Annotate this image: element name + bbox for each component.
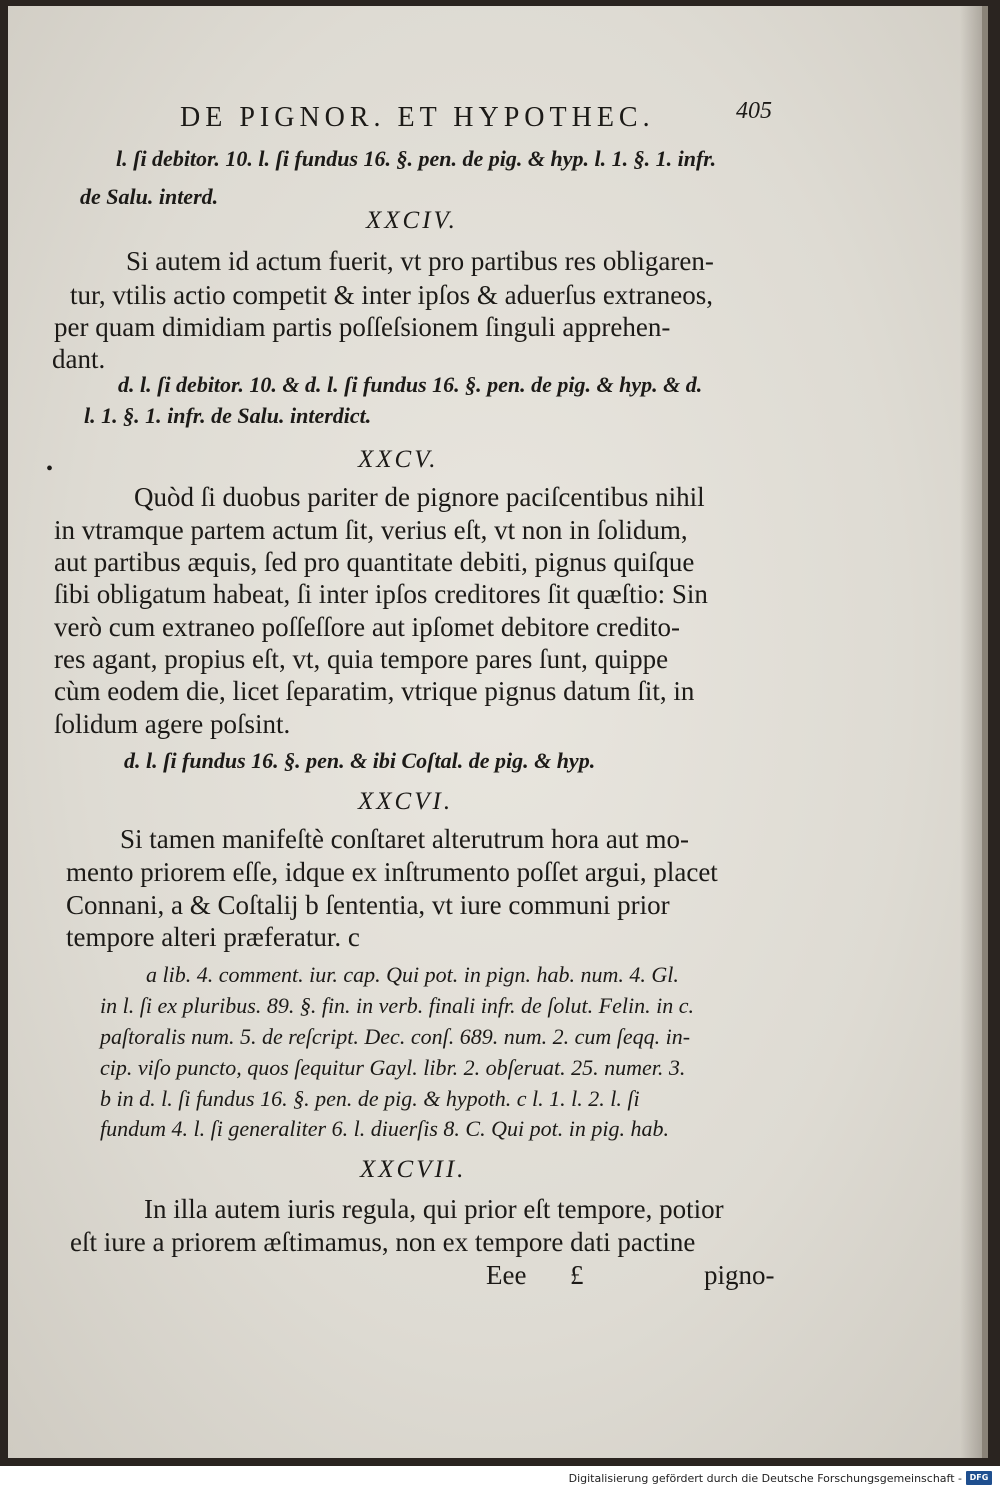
- footnote-line: in l. ſi ex pluribus. 89. §. fin. in verb. finali infr. de ſolut. Felin. in c.: [100, 993, 694, 1018]
- paragraph-line: tur, vtilis actio competit & inter ipſos & aduerſus extraneos,: [70, 280, 714, 310]
- digitization-footer: [0, 1466, 1000, 1491]
- citation-line: de Salu. interd.: [80, 184, 219, 209]
- margin-marker: •: [46, 458, 54, 480]
- section-heading: XXCV.: [358, 446, 439, 473]
- page-edge-shadow: [960, 6, 982, 1458]
- citation-line: d. l. ſi fundus 16. §. pen. & ibi Coſtal. de pig. & hyp.: [124, 748, 596, 773]
- dfg-logo-icon: DFG: [966, 1471, 992, 1485]
- paragraph-line: tempore alteri præferatur. c: [66, 922, 360, 952]
- footnote-line: paſtoralis num. 5. de reſcript. Dec. conſ. 689. num. 2. cum ſeqq. in-: [100, 1024, 691, 1049]
- paragraph-line: Si autem id actum fuerit, vt pro partibus res obligaren-: [126, 246, 714, 276]
- paragraph-line: ſibi obligatum habeat, ſi inter ipſos creditores ſit quæſtio: Sin: [54, 579, 708, 609]
- catchword: pigno-: [704, 1260, 775, 1290]
- page-number: 405: [736, 98, 772, 124]
- book-page: [8, 6, 988, 1458]
- paragraph-line: dant.: [52, 344, 106, 374]
- section-heading: XXCIV.: [366, 207, 458, 234]
- footnote-line: cip. viſo puncto, quos ſequitur Gayl. libr. 2. obſeruat. 25. numer. 3.: [100, 1055, 686, 1080]
- citation-line: d. l. ſi debitor. 10. & d. l. ſi fundus 16. §. pen. de pig. & hyp. & d.: [118, 372, 703, 397]
- signature-number: £: [570, 1260, 584, 1290]
- paragraph-line: aut partibus æquis, ſed pro quantitate debiti, pignus quiſque: [54, 547, 695, 577]
- digitization-note: Digitalisierung gefördert durch die Deutsche Forschungsgemeinschaft -: [568, 1472, 962, 1485]
- paragraph-line: Si tamen manifeſtè conſtaret alterutrum hora aut mo-: [120, 824, 690, 854]
- paragraph-line: Connani, a & Coſtalij b ſententia, vt iure communi prior: [66, 890, 670, 920]
- paragraph-line: ſolidum agere poſsint.: [54, 709, 291, 739]
- paragraph-line: Quòd ſi duobus pariter de pignore paciſcentibus nihil: [134, 482, 705, 512]
- section-heading: XXCVII.: [360, 1156, 467, 1183]
- paragraph-line: mento priorem eſſe, idque ex inſtrumento poſſet argui, placet: [66, 857, 718, 887]
- paragraph-line: res agant, propius eſt, vt, quia tempore pares ſunt, quippe: [54, 644, 669, 674]
- section-heading: XXCVI.: [358, 788, 454, 815]
- footnote-line: fundum 4. l. ſi generaliter 6. l. diuerſis 8. C. Qui pot. in pig. hab.: [100, 1116, 669, 1141]
- footnote-line: b in d. l. ſi fundus 16. §. pen. de pig. & hypoth. c l. 1. l. 2. l. ſi: [100, 1086, 640, 1111]
- paragraph-line: per quam dimidiam partis poſſeſsionem ſinguli apprehen-: [54, 312, 671, 342]
- footnote-line: a lib. 4. comment. iur. cap. Qui pot. in pign. hab. num. 4. Gl.: [146, 962, 679, 987]
- paragraph-line: cùm eodem die, licet ſeparatim, vtrique pignus datum ſit, in: [54, 676, 695, 706]
- paragraph-line: eſt iure a priorem æſtimamus, non ex tempore dati pactine: [70, 1227, 696, 1257]
- citation-line: l. 1. §. 1. infr. de Salu. interdict.: [84, 403, 372, 428]
- signature-mark: Eee: [486, 1260, 527, 1290]
- citation-line: l. ſi debitor. 10. l. ſi fundus 16. §. pen. de pig. & hyp. l. 1. §. 1. infr.: [116, 146, 717, 171]
- running-title: DE PIGNOR. ET HYPOTHEC.: [180, 102, 655, 133]
- paragraph-line: in vtramque partem actum ſit, verius eſt, vt non in ſolidum,: [54, 515, 688, 545]
- paragraph-line: verò cum extraneo poſſeſſore aut ipſomet debitore credito-: [54, 612, 681, 642]
- paragraph-line: In illa autem iuris regula, qui prior eſt tempore, potior: [144, 1194, 724, 1224]
